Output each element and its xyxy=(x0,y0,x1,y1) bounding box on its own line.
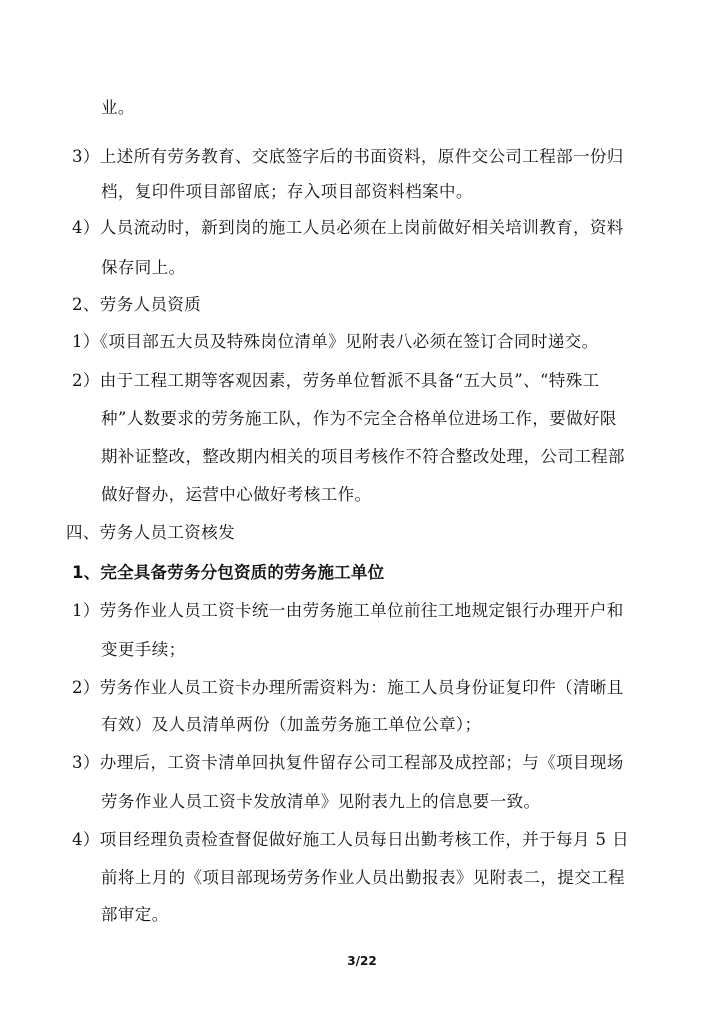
text-line: 劳务作业人员工资卡发放清单》见附表九上的信息要一致。 xyxy=(101,792,541,811)
section-heading: 2、劳务人员资质 xyxy=(72,295,202,314)
text-line: 4）人员流动时，新到岗的施工人员必须在上岗前做好相关培训教育，资料 xyxy=(72,218,624,237)
text-line: 做好督办，运营中心做好考核工作。 xyxy=(101,485,372,504)
text-line: 期补证整改，整改期内相关的项目考核作不符合整改处理，公司工程部 xyxy=(101,447,625,466)
text-line: 业。 xyxy=(101,98,135,117)
subsection-heading: 1、完全具备劳务分包资质的劳务施工单位 xyxy=(72,563,385,582)
text-line: 3）上述所有劳务教育、交底签字后的书面资料，原件交公司工程部一份归 xyxy=(72,147,624,166)
text-line: 2）由于工程工期等客观因素，劳务单位暂派不具备“五大员”、“特殊工 xyxy=(72,371,600,390)
text-line: 保存同上。 xyxy=(101,258,186,277)
text-line: 变更手续； xyxy=(101,640,186,659)
page-number: 3/22 xyxy=(347,954,377,968)
section-heading: 四、劳务人员工资核发 xyxy=(66,523,235,542)
text-line: 种”人数要求的劳务施工队，作为不完全合格单位进场工作，要做好限 xyxy=(101,409,617,428)
text-line: 2）劳务作业人员工资卡办理所需资料为：施工人员身份证复印件（清晰且 xyxy=(72,678,624,697)
text-line: 档，复印件项目部留底；存入项目部资料档案中。 xyxy=(101,182,473,201)
text-line: 3）办理后，工资卡清单回执复件留存公司工程部及成控部；与《项目现场 xyxy=(72,753,624,772)
text-line: 有效）及人员清单两份（加盖劳务施工单位公章）； xyxy=(101,715,482,734)
text-line: 前将上月的《项目部现场劳务作业人员出勤报表》见附表二，提交工程 xyxy=(101,868,625,887)
text-line: 1）《项目部五大员及特殊岗位清单》见附表八必须在签订合同时递交。 xyxy=(72,332,599,351)
text-line: 1）劳务作业人员工资卡统一由劳务施工单位前往工地规定银行办理开户和 xyxy=(72,601,624,620)
text-line: 4）项目经理负责检查督促做好施工人员每日出勤考核工作，并于每月 5 日 xyxy=(72,830,629,849)
text-line: 部审定。 xyxy=(101,905,169,924)
